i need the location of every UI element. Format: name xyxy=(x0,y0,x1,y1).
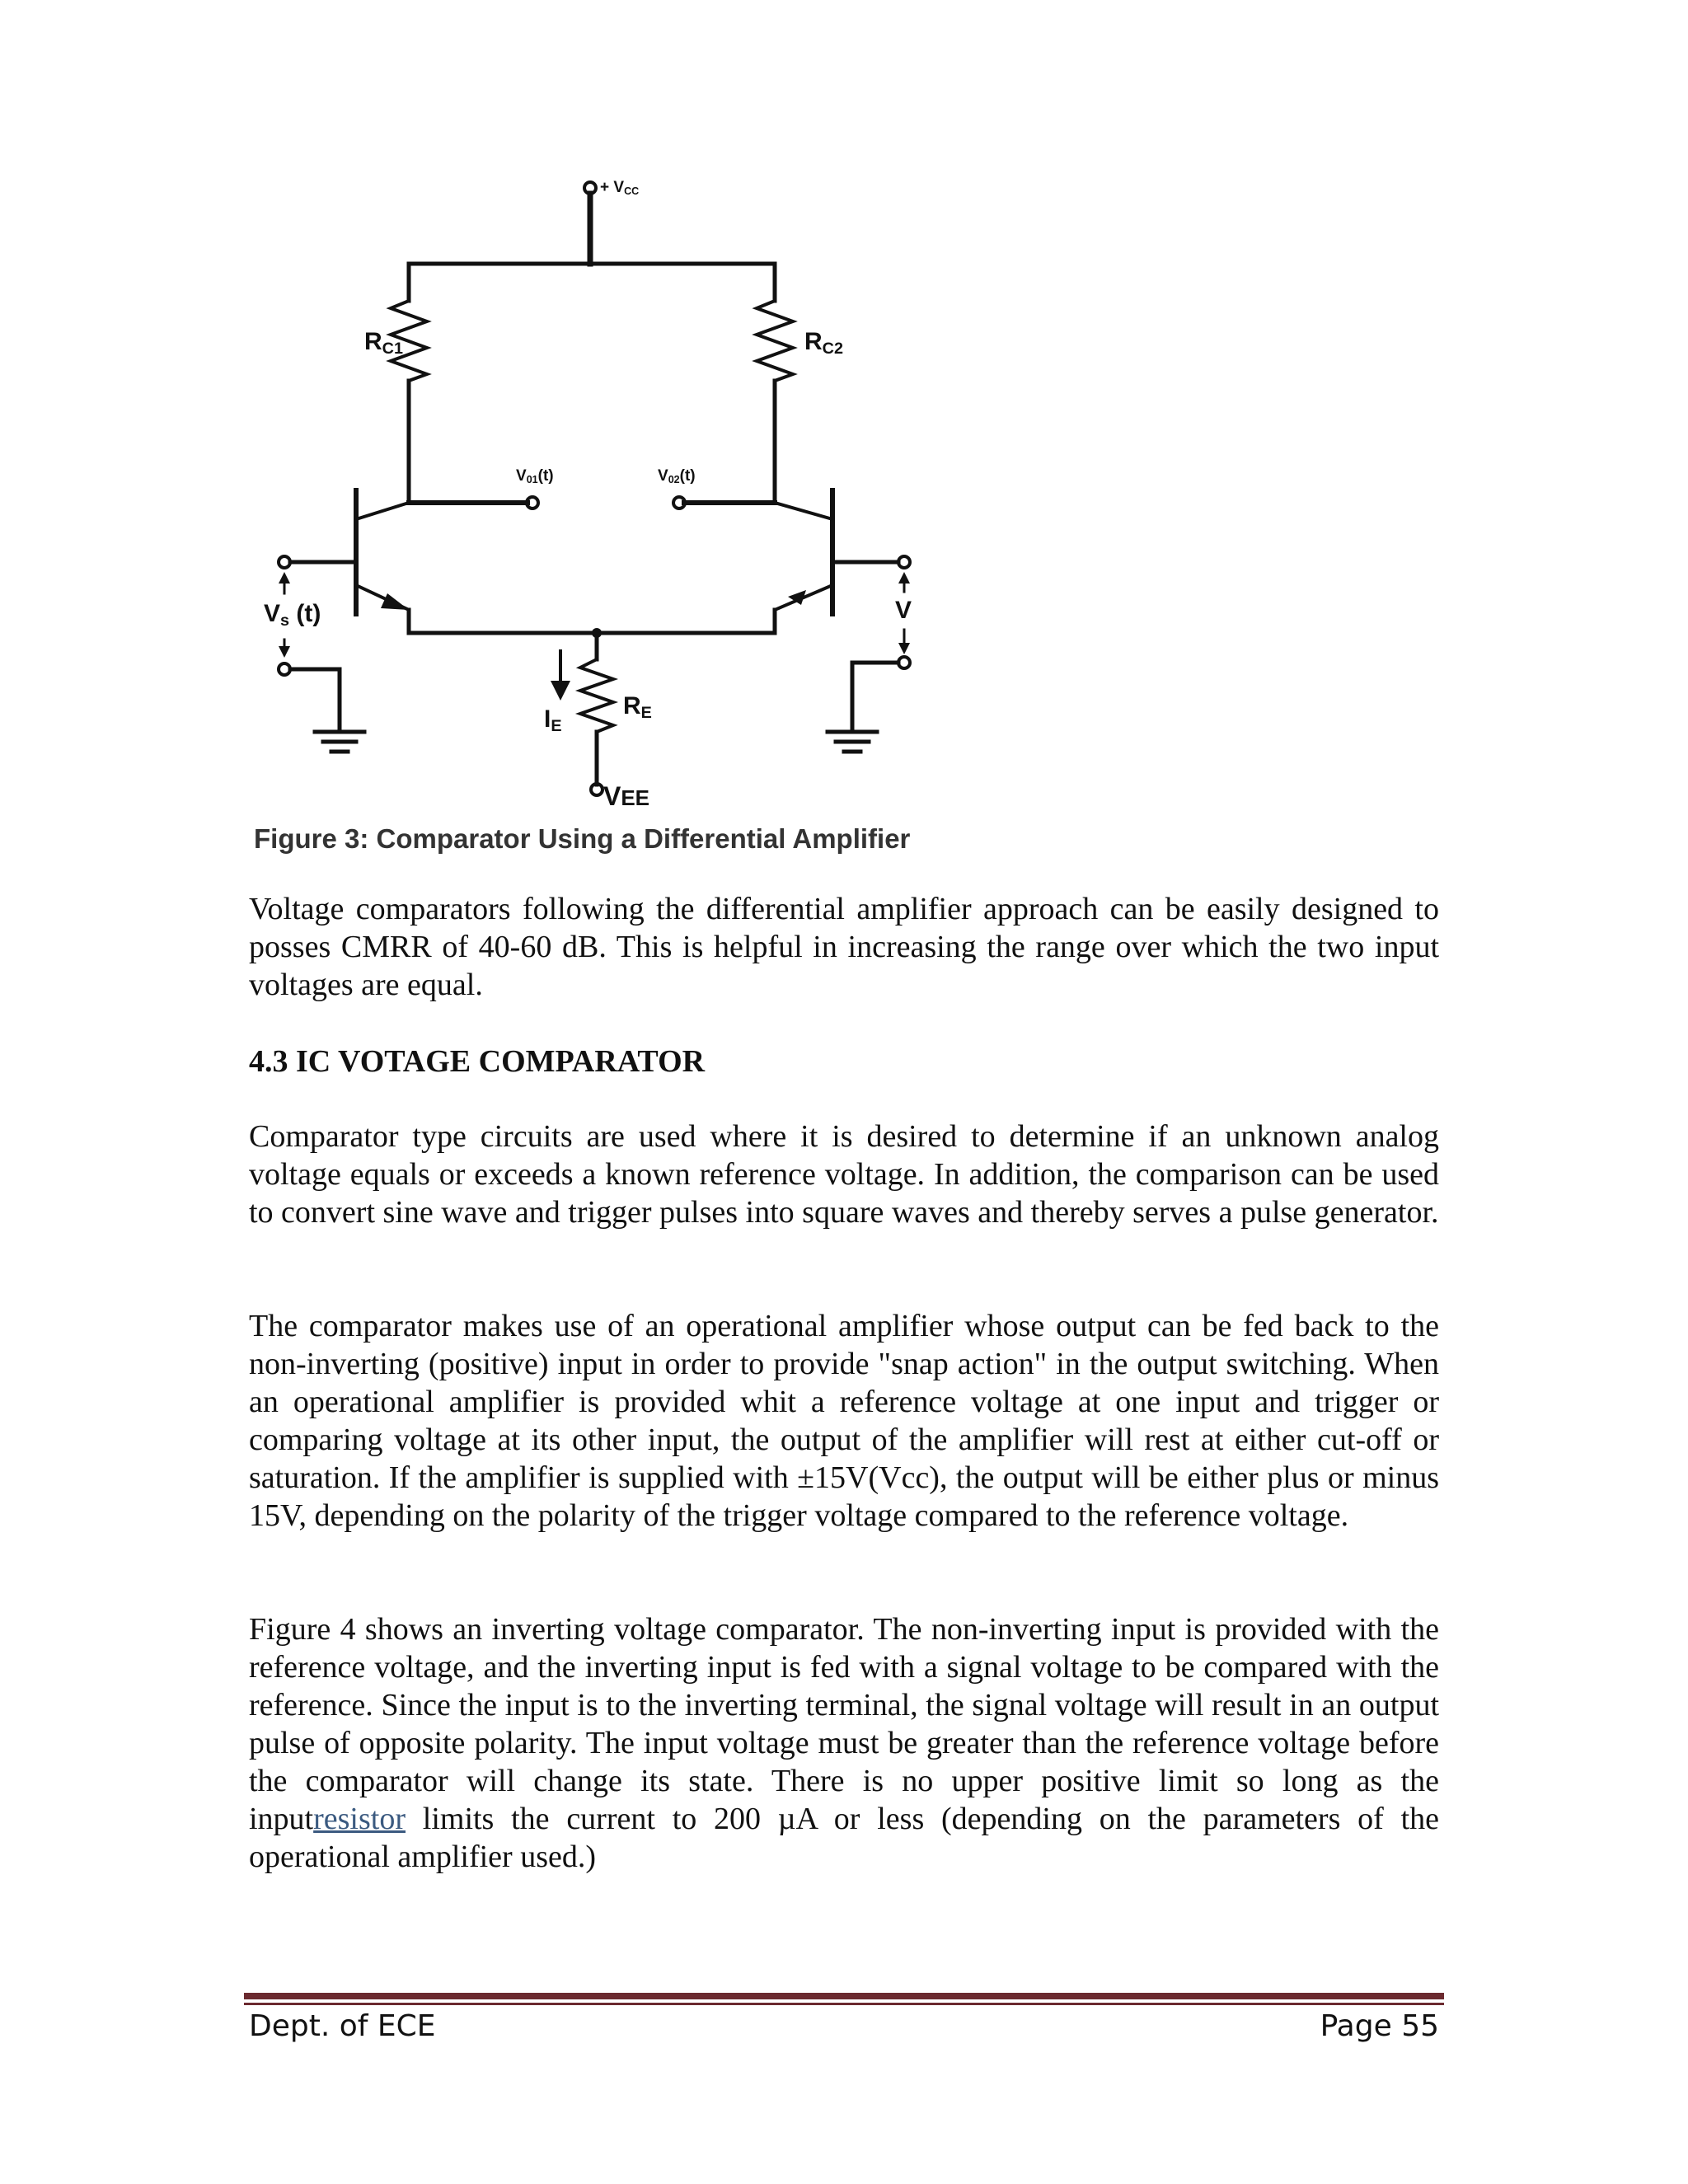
paragraph-figure4: Figure 4 shows an inverting voltage comparator. The non-inverting input is provided with the reference voltage, and the inverting input is fed with a signal voltage to be compared with the reference. Since the input is to the inverting terminal, the signal voltage will result in an output pulse of opposite polarity. The input voltage must be greater than the reference voltage before the comparator will change its state. There is no upper positive limit so long as the inputresistor limits the current to 200 µA or less (depending on the parameters of the operational amplifier used.) xyxy=(249,1612,1439,1874)
figure-caption: Figure 3: Comparator Using a Differential Amplifier xyxy=(254,823,911,854)
rc2-label: $R_{C2}$ xyxy=(804,328,843,358)
footer-department: Dept. of ECE xyxy=(249,2009,436,2043)
paragraph-cmrr: Voltage comparators following the differential amplifier approach can be easily designed to posses CMRR of 40-60 dB. This is helpful in increasing the range over which the two input voltages are equal. xyxy=(249,892,1439,1002)
vo1-label: $V_{01}(t)$ xyxy=(516,467,554,486)
footer-page-number: Page 55 xyxy=(1320,2009,1439,2043)
section-heading: 4.3 IC VOTAGE COMPARATOR xyxy=(249,1044,706,1079)
differential-amplifier-schematic xyxy=(247,165,1022,890)
resistor-link[interactable]: resistor xyxy=(313,1802,406,1836)
paragraph-snap-action: The comparator makes use of an operational amplifier whose output can be fed back to the non-inverting (positive) input in order to provide "snap action" in the output switching. When an operational amplifier is provided whit a reference voltage at one input and trigger or comparing voltage at its other input, the output of the amplifier will rest at either cut-off or saturation. If the amplifier is supplied with ±15V(Vcc), the output will be either plus or minus 15V, depending on the polarity of the trigger voltage compared to the reference voltage. xyxy=(249,1309,1439,1533)
ie-label: $I_E$ xyxy=(544,705,562,735)
circuit-figure xyxy=(247,165,1022,890)
vs-label: $V_s$ (t) xyxy=(264,600,321,630)
re-resistor xyxy=(580,659,613,732)
vcc-label: + $V_{CC}$ xyxy=(600,179,640,198)
re-label: $R_E$ xyxy=(623,692,652,722)
ie-arrow xyxy=(551,681,570,701)
q1-emitter-arrow xyxy=(381,593,409,610)
v-label: V xyxy=(895,597,912,624)
rc1-label: $R_{C1}$ xyxy=(364,328,403,358)
footer-rule-thin xyxy=(244,2003,1444,2005)
paragraph-comparator-intro: Comparator type circuits are used where it is desired to determine if an unknown analog voltage equals or exceeds a known reference voltage. In addition, the comparison can be used to convert sine wave and trigger pulses into square waves and thereby serves a pulse generator. xyxy=(249,1119,1439,1230)
vo2-label: $V_{02}(t)$ xyxy=(658,467,696,486)
rc2-resistor xyxy=(757,301,793,381)
footer-rule xyxy=(244,1993,1444,1999)
vee-label: VEE xyxy=(603,781,650,811)
